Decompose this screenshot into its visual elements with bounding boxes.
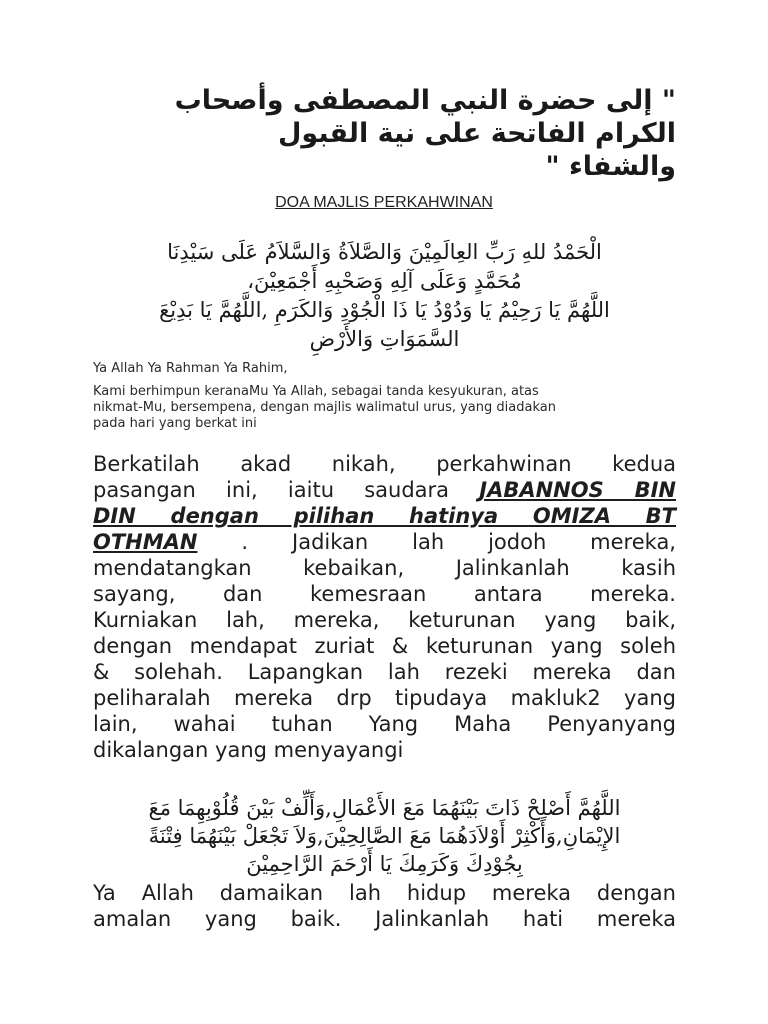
arabic-line: الإِيْمَانِ,وَأَكْثِرْ أَوْلاَدَهُمَا مَعَ الصَّالِحِيْنَ,وَلاَ تَجْعَلْ بَيْنَهُمَا فِتْنَةً	[148, 824, 621, 848]
document-title: DOA MAJLIS PERKAHWINAN	[275, 194, 493, 211]
paragraph-line: lain, wahai tuhan Yang Maha Penyanyang	[93, 712, 676, 736]
couple-names: OTHMAN	[93, 530, 198, 554]
intro-line: nikmat-Mu, bersempena, dengan majlis walimatul urus, yang diadakan	[93, 400, 556, 415]
paragraph-line	[93, 477, 676, 503]
closing-paragraph	[93, 880, 676, 932]
paragraph-line: dikalangan yang menyayangi	[93, 738, 404, 762]
paragraph-line: Berkatilah akad nikah, perkahwinan kedua	[93, 452, 676, 476]
line-text: pasangan ini, iaitu saudara	[93, 478, 480, 502]
intro-paragraph	[93, 384, 676, 432]
heading-line: " إلى حضرة النبي المصطفى وأصحاب	[174, 85, 676, 116]
intro-line: pada hari yang berkat ini	[93, 416, 257, 431]
heading-line: والشفاء "	[545, 151, 676, 182]
intro-line: Kami berhimpun keranaMu Ya Allah, sebagai tanda kesyukuran, atas	[93, 384, 539, 399]
arabic-line: الْحَمْدُ للهِ رَبِّ العِالَمِيْنَ وَالصَّلاَةُ وَالسَّلاَمُ عَلَى سَيْدِنَا	[167, 240, 602, 264]
main-paragraph	[93, 451, 676, 763]
paragraph-line: mendatangkan kebaikan, Jalinkanlah kasih	[93, 556, 676, 580]
paragraph-line: peliharalah mereka drp tipudaya makluk2 yang	[93, 686, 676, 710]
arabic-line: اللَّهُمَّ أَصْلِحْ ذَاتَ بَيْنَهُمَا مَعَ الأَعْمَالِ,وَأَلِّفْ بَيْنَ قُلُوْبِهِمَا مَعَ	[148, 796, 621, 820]
paragraph-line: amalan yang baik. Jalinkanlah hati mereka	[93, 907, 676, 931]
arabic-line: السَّمَوَاتِ وَالأَرْضِ	[309, 327, 460, 351]
couple-names: DIN dengan pilihan hatinya OMIZA BT	[93, 504, 676, 528]
greeting: Ya Allah Ya Rahman Ya Rahim,	[93, 361, 288, 376]
paragraph-line: sayang, dan kemesraan antara mereka.	[93, 582, 676, 606]
line-text: . Jadikan lah jodoh mereka,	[197, 530, 676, 554]
paragraph-line: Ya Allah damaikan lah hidup mereka dengan	[93, 881, 676, 905]
doa-opening-arabic	[93, 238, 676, 354]
paragraph-line: & solehah. Lapangkan lah rezeki mereka dan	[93, 660, 676, 684]
arabic-heading	[93, 84, 676, 183]
couple-names: JABANNOS BIN	[479, 478, 676, 502]
arabic-line: مُحَمَّدٍ وَعَلَى آلِهِ وَصَحْبِهِ أَجْمَعِيْنَ،	[247, 269, 522, 293]
heading-line: الكرام الفاتحة على نية القبول	[278, 118, 676, 149]
paragraph-line	[93, 529, 676, 555]
paragraph-line: Kurniakan lah, mereka, keturunan yang baik,	[93, 608, 676, 632]
arabic-line: اللَّهُمَّ يَا رَحِيْمُ يَا وَدُوْدُ يَا ذَا الْجُوْدِ وَالكَرَمِ ,اللَّهُمَّ يَا بَدِيْعَ	[159, 298, 610, 322]
paragraph-line: dengan mendapat zuriat & keturunan yang soleh	[93, 634, 676, 658]
doa-second-arabic	[93, 794, 676, 878]
arabic-line: بِجُوْدِكَ وَكَرَمِكَ يَا أَرْحَمَ الرَّاحِمِيْنَ	[246, 852, 523, 876]
